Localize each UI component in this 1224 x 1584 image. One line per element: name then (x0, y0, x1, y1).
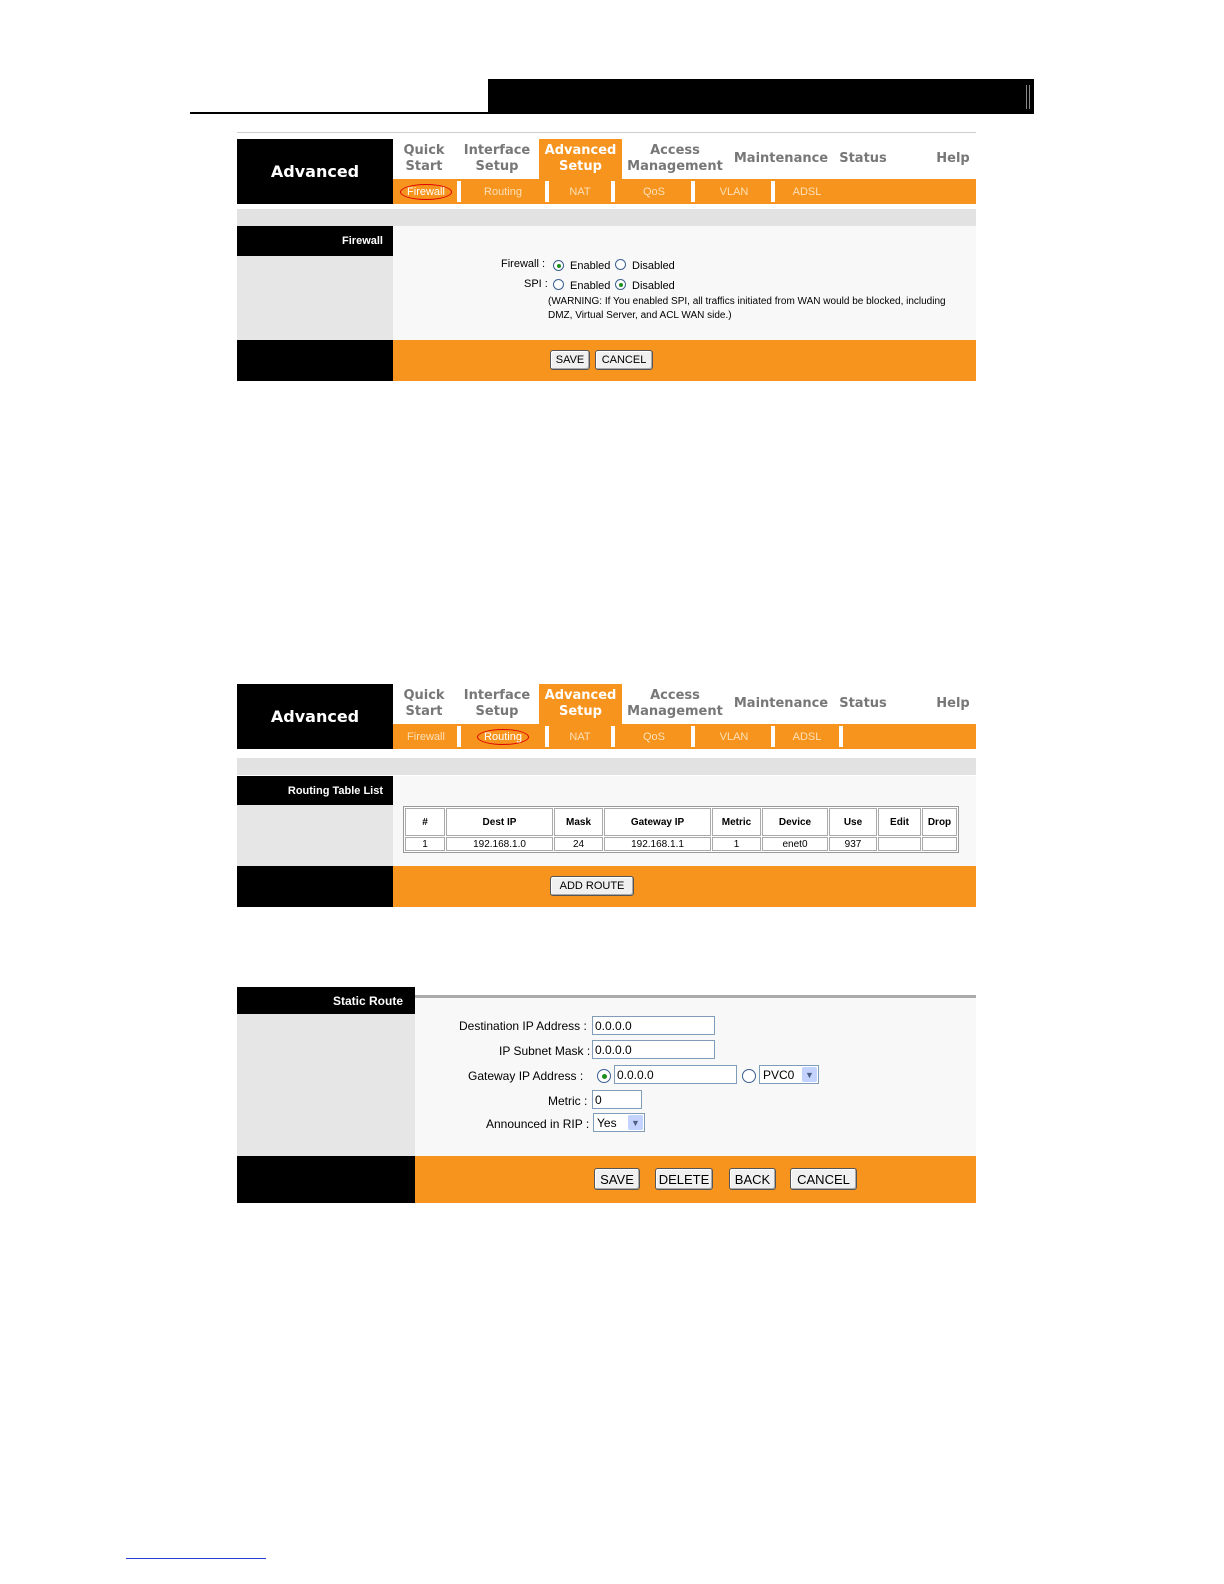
subnav-separator (545, 181, 549, 202)
routing-table (403, 806, 959, 853)
footer-left (237, 866, 393, 907)
nav-interface-setup[interactable]: Interface Setup (463, 688, 531, 719)
drop-cell[interactable] (922, 837, 957, 851)
footer-link-rule (126, 1558, 266, 1559)
section-title: Firewall (237, 226, 393, 256)
column-header: Gateway IP (604, 808, 711, 836)
left-column (237, 805, 393, 866)
nav-maintenance[interactable]: Maintenance (733, 151, 829, 166)
column-header: Edit (878, 808, 921, 836)
cancel-button[interactable]: CANCEL (595, 350, 653, 370)
subnav-nat[interactable]: NAT (569, 730, 591, 743)
spi-disabled-label: Disabled (632, 280, 675, 292)
panel-title: Advanced (237, 684, 393, 749)
subnav-routing[interactable]: Routing (484, 185, 522, 198)
column-header: # (405, 808, 445, 836)
subnav-firewall[interactable] (397, 179, 455, 204)
firewall-enabled-radio[interactable] (553, 260, 564, 271)
spi-label: SPI : (524, 278, 548, 290)
sub-nav (393, 179, 976, 204)
table-cell: 24 (554, 837, 603, 851)
subnav-qos[interactable]: QoS (642, 730, 665, 743)
nav-quick-start[interactable]: Quick Start (403, 688, 445, 719)
destination-ip-input[interactable]: 0.0.0.0 (592, 1016, 715, 1035)
subnav-separator (611, 726, 615, 747)
back-button[interactable]: BACK (729, 1168, 776, 1190)
page-rule (237, 132, 976, 133)
left-column (237, 1014, 415, 1156)
firewall-disabled-label: Disabled (632, 260, 675, 272)
subnav-routing-label: Routing (477, 729, 529, 745)
table-cell: 1 (405, 837, 445, 851)
chevron-down-icon: ▼ (628, 1115, 643, 1130)
nav-access-management[interactable]: Access Management (627, 143, 723, 174)
sub-nav (393, 724, 976, 749)
nav-advanced-setup[interactable]: Advanced Setup (539, 684, 622, 724)
delete-button[interactable]: DELETE (655, 1168, 713, 1190)
footer-left (237, 340, 393, 381)
main-nav (393, 684, 976, 724)
section-title: Routing Table List (237, 776, 393, 805)
nav-interface-setup[interactable]: Interface Setup (463, 143, 531, 174)
rip-select-value: Yes (597, 1115, 617, 1130)
subnav-separator (457, 181, 461, 202)
firewall-label: Firewall : (501, 258, 546, 270)
table-cell: 937 (829, 837, 877, 851)
subnav-separator (457, 726, 461, 747)
spacer-bar (237, 758, 976, 775)
spi-disabled-radio[interactable] (615, 279, 626, 290)
subnav-separator (545, 726, 549, 747)
pvc-select[interactable] (759, 1065, 819, 1084)
header-bar (488, 79, 1034, 114)
table-row (405, 837, 957, 851)
subnav-separator (771, 726, 775, 747)
subnav-nat[interactable]: NAT (569, 185, 591, 198)
column-header: Device (762, 808, 828, 836)
subnav-adsl[interactable]: ADSL (792, 185, 822, 198)
subnav-firewall[interactable]: Firewall (407, 730, 445, 743)
subnav-separator (839, 726, 843, 747)
subnav-routing[interactable] (465, 724, 541, 749)
spi-enabled-label: Enabled (570, 280, 611, 292)
metric-input[interactable]: 0 (592, 1090, 642, 1109)
gateway-ip-input[interactable]: 0.0.0.0 (614, 1065, 737, 1084)
table-cell: 1 (712, 837, 761, 851)
chevron-down-icon: ▼ (802, 1067, 817, 1082)
main-nav (393, 139, 976, 179)
column-header: Metric (712, 808, 761, 836)
firewall-enabled-label: Enabled (570, 260, 611, 272)
firewall-disabled-radio[interactable] (615, 259, 626, 270)
subnav-separator (691, 181, 695, 202)
gateway-ip-radio[interactable] (597, 1069, 611, 1083)
pvc-select-value: PVC0 (763, 1067, 795, 1082)
rip-select[interactable] (593, 1113, 645, 1132)
panel-title: Advanced (237, 139, 393, 204)
save-button[interactable]: SAVE (550, 350, 590, 370)
column-header: Dest IP (446, 808, 553, 836)
rip-label: Announced in RIP : (486, 1117, 590, 1131)
nav-help[interactable]: Help (936, 696, 970, 711)
spacer-bar (237, 209, 976, 226)
nav-advanced-setup[interactable]: Advanced Setup (539, 139, 622, 179)
table-header-row (405, 808, 957, 836)
subnet-mask-label: IP Subnet Mask : (499, 1044, 591, 1058)
subnav-qos[interactable]: QoS (642, 185, 665, 198)
footer-bar (393, 340, 976, 381)
subnav-adsl[interactable]: ADSL (792, 730, 822, 743)
subnet-mask-input[interactable]: 0.0.0.0 (592, 1040, 715, 1059)
add-route-button[interactable]: ADD ROUTE (550, 876, 634, 896)
nav-maintenance[interactable]: Maintenance (733, 696, 829, 711)
subnav-separator (611, 181, 615, 202)
save-button[interactable]: SAVE (594, 1168, 640, 1190)
nav-quick-start[interactable]: Quick Start (403, 143, 445, 174)
column-header: Use (829, 808, 877, 836)
table-cell: enet0 (762, 837, 828, 851)
edit-cell[interactable] (878, 837, 921, 851)
footer-bar (393, 866, 976, 907)
spi-enabled-radio[interactable] (553, 279, 564, 290)
header-mark (1026, 85, 1030, 109)
subnav-separator (691, 726, 695, 747)
column-header: Mask (554, 808, 603, 836)
subnav-vlan[interactable]: VLAN (719, 185, 749, 198)
column-header: Drop (922, 808, 957, 836)
table-cell: 192.168.1.1 (604, 837, 711, 851)
header-rule (190, 112, 488, 114)
subnav-firewall-label: Firewall (400, 184, 452, 200)
nav-access-management[interactable]: Access Management (627, 688, 723, 719)
metric-label: Metric : (548, 1094, 588, 1108)
spi-warning: (WARNING: If You enabled SPI, all traffics initiated from WAN would be blocked, including DMZ, Virtual Server, and ACL WAN side.) (548, 296, 946, 321)
left-column (237, 256, 393, 340)
gateway-pvc-radio[interactable] (742, 1069, 756, 1083)
subnav-separator (771, 181, 775, 202)
nav-help[interactable]: Help (936, 151, 970, 166)
nav-status[interactable]: Status (839, 696, 887, 711)
gateway-ip-label: Gateway IP Address : (468, 1069, 584, 1083)
cancel-button[interactable]: CANCEL (790, 1168, 857, 1190)
nav-status[interactable]: Status (839, 151, 887, 166)
section-title: Static Route (237, 987, 415, 1014)
subnav-vlan[interactable]: VLAN (719, 730, 749, 743)
footer-left (237, 1156, 415, 1203)
table-cell: 192.168.1.0 (446, 837, 553, 851)
destination-ip-label: Destination IP Address : (459, 1019, 587, 1033)
